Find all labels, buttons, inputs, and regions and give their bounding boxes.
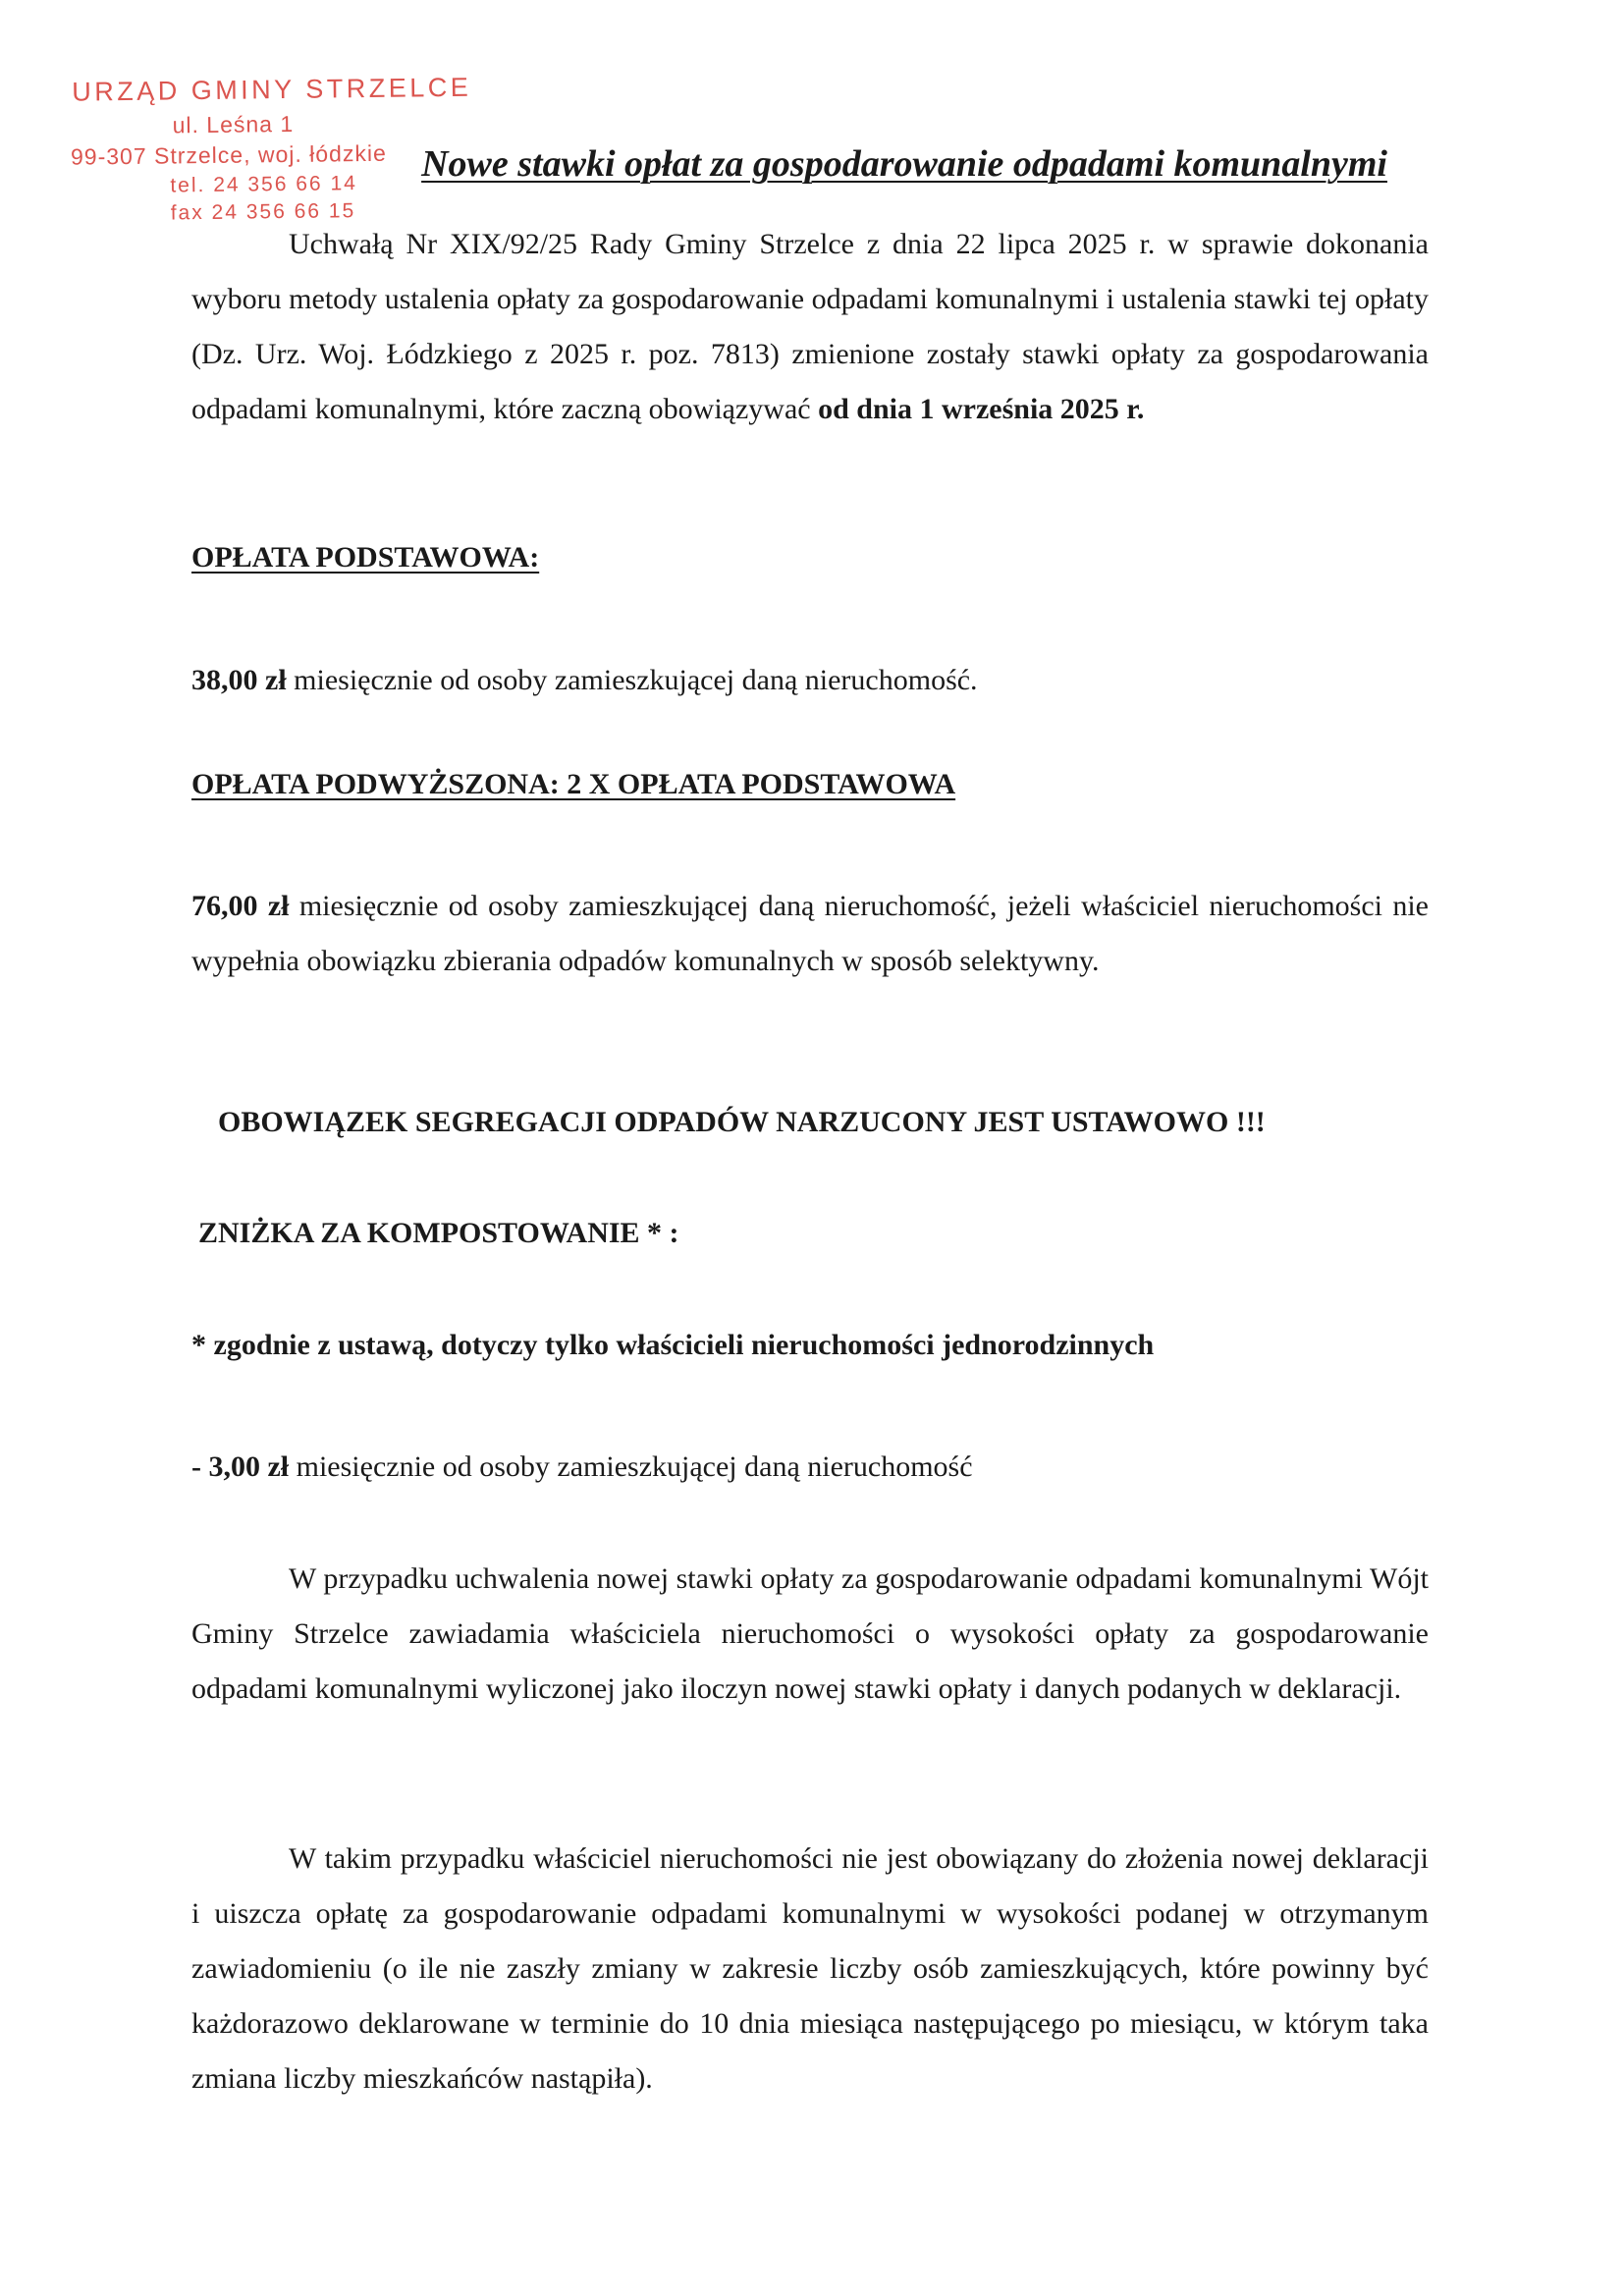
fee-notice-paragraph: W przypadku uchwalenia nowej stawki opłaty za gospodarowanie odpadami komunalnymi Wójt Gminy Strzelce zawiadamia właściciela nieruchomości o wysokości opłaty za gospodarowanie odpadami komunalnymi wyliczonej jako iloczyn nowej stawki opłaty i danych podanych w deklaracji. [191, 1562, 1429, 1705]
compost-discount-amount: - 3,00 zł [191, 1450, 290, 1483]
compost-discount-footnote: * zgodnie z ustawą, dotyczy tylko właścicieli nieruchomości jednorodzinnych [191, 1329, 1155, 1361]
resolution-text: Uchwałą Nr XIX/92/25 Rady Gminy Strzelce z dnia 22 lipca 2025 r. w sprawie dokonania wyboru metody ustalenia opłaty za gospodarowanie odpadami komunalnymi i ustalenia stawki tej opłaty (Dz. Urz. Woj. Łódzkiego z 2025 r. poz. 7813) zmienione zostały stawki opłaty za gospodarowania odpadami komunalnymi, które zaczną obowiązywać [191, 228, 1429, 425]
compost-discount-description: miesięcznie od osoby zamieszkującej daną nieruchomość [289, 1450, 973, 1483]
increased-fee-description: miesięcznie od osoby zamieszkującej daną nieruchomość, jeżeli właściciel nieruchomości nie wypełnia obowiązku zbierania odpadów komunalnych w sposób selektywny. [191, 890, 1429, 977]
effective-date: od dnia 1 września 2025 r. [818, 393, 1145, 425]
segregation-obligation-notice: OBOWIĄZEK SEGREGACJI ODPADÓW NARZUCONY JEST USTAWOWO !!! [218, 1106, 1266, 1138]
increased-fee-rate [191, 879, 1429, 989]
standard-fee-amount: 38,00 zł [191, 664, 287, 696]
standard-fee-heading: OPŁATA PODSTAWOWA: [191, 541, 540, 574]
stamp-phone: tel. 24 356 66 14 [170, 172, 357, 197]
increased-fee-heading: OPŁATA PODWYŻSZONA: 2 X OPŁATA PODSTAWOWA [191, 768, 956, 800]
resolution-paragraph [191, 217, 1429, 437]
stamp-postal-city: 99-307 Strzelce, woj. łódzkie [70, 139, 387, 170]
compost-discount-heading: ZNIŻKA ZA KOMPOSTOWANIE * : [198, 1217, 679, 1249]
stamp-office-name: URZĄD GMINY STRZELCE [72, 72, 472, 107]
compost-discount-rate [191, 1440, 1429, 1495]
standard-fee-rate [191, 653, 1429, 708]
document-title: Nowe stawki opłat za gospodarowanie odpadami komunalnymi [421, 143, 1387, 185]
increased-fee-amount: 76,00 zł [191, 890, 290, 922]
standard-fee-description: miesięcznie od osoby zamieszkującej daną nieruchomość. [286, 664, 978, 696]
stamp-fax: fax 24 356 66 15 [170, 199, 356, 225]
stamp-street-address: ul. Leśna 1 [172, 110, 295, 138]
declaration-obligation-paragraph: W takim przypadku właściciel nieruchomości nie jest obowiązany do złożenia nowej deklaracji i uiszcza opłatę za gospodarowanie odpadami komunalnymi w wysokości podanej w otrzymanym zawiadomieniu (o ile nie zaszły zmiany w zakresie liczby osób zamieszkujących, które powinny być każdorazowo deklarowane w terminie do 10 dnia miesiąca następującego po miesiącu, w którym taka zmiana liczby mieszkańców nastąpiła). [191, 1842, 1429, 2095]
